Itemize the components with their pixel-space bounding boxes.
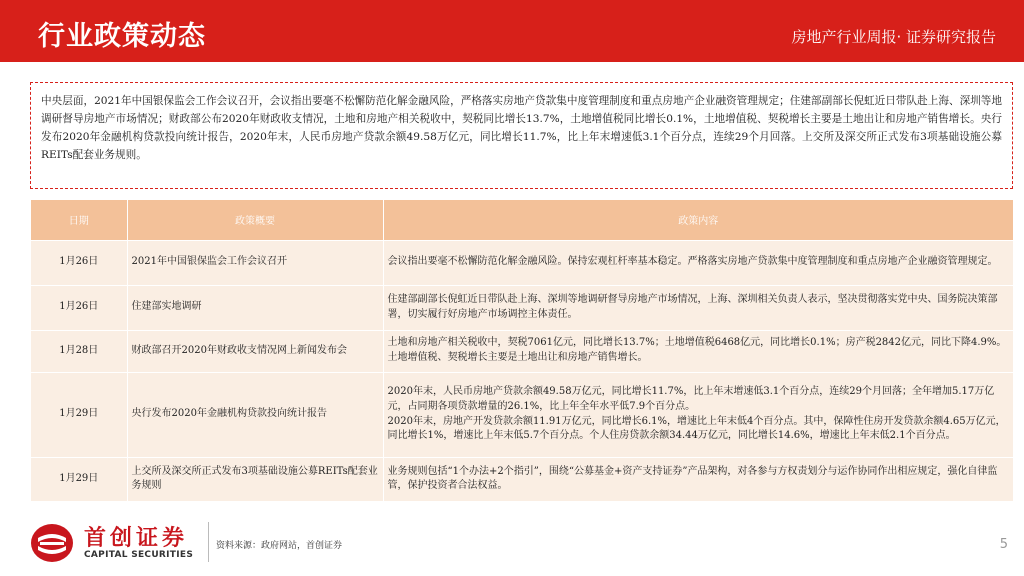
row-content xyxy=(383,372,1013,457)
row-date: 1月29日 xyxy=(31,372,127,457)
page-number: 5 xyxy=(999,537,1008,552)
row-content-paragraph: 2020年末，房地产开发贷款余额11.91万亿元，同比增长6.1%，增速比上年末低4个百分点。其中，保障性住房开发贷款余额4.65万亿元，同比增长1%，增速比上年末低5.7个百分点。个人住房贷款余额34.44万亿元，同比增长14.6%，增速比上年末低2.1个百分点。 xyxy=(387,415,1006,442)
header-date: 日期 xyxy=(31,200,127,240)
row-content: 会议指出要毫不松懈防范化解金融风险。保持宏观杠杆率基本稳定。严格落实房地产贷款集中度管理制度和重点房地产企业融资管理规定。 xyxy=(383,240,1013,285)
row-content: 住建部副部长倪虹近日带队赴上海、深圳等地调研督导房地产市场情况，上海、深圳相关负责人表示，坚决贯彻落实党中央、国务院决策部署，切实履行好房地产市场调控主体责任。 xyxy=(383,285,1013,330)
page-title: 行业政策动态 xyxy=(38,21,206,52)
row-date: 1月26日 xyxy=(31,240,127,285)
title-banner xyxy=(0,0,1024,62)
table-row xyxy=(31,457,1013,501)
row-summary: 央行发布2020年金融机构贷款投向统计报告 xyxy=(127,372,383,457)
table-row xyxy=(31,240,1013,285)
logo-name: 首创证券 xyxy=(84,526,189,551)
row-content-paragraph: 2020年末，人民币房地产贷款余额49.58万亿元，同比增长11.7%，比上年末增速低3.1个百分点，连续29个月回落；全年增加5.17万亿元，占同期各项贷款增量的26.1%，比上年全年水平低7.9个百分点。 xyxy=(387,386,995,412)
row-summary: 上交所及深交所正式发布3项基础设施公募REITs配套业务规则 xyxy=(127,457,383,501)
summary-box: 中央层面，2021年中国银保监会工作会议召开，会议指出要毫不松懈防范化解金融风险，严格落实房地产贷款集中度管理制度和重点房地产企业融资管理规定；住建部副部长倪虹近日带队赴上海、深圳等地调研督导房地产市场情况；财政部公布2020年财政收支情况，土地和房地产相关税收中，契税同比增长13.7%，土地增值税同比增长0.1%，土地增值税、契税增长主要是土地出让和房地产销售增长。央行发布2020年金融机构贷款投向统计报告，2020年末，人民币房地产贷款余额49.58万亿元，同比增长11.7%，比上年末增速低3.1个百分点，连续29个月回落。上交所及深交所正式发布3项基础设施公募REITs配套业务规则。 xyxy=(30,82,1013,189)
footer-divider xyxy=(208,522,209,562)
table-row xyxy=(31,372,1013,457)
row-date: 1月26日 xyxy=(31,285,127,330)
table-row xyxy=(31,285,1013,330)
policy-table xyxy=(31,200,1013,501)
row-content: 业务规则包括“1个办法+2个指引”，围绕“公募基金+资产支持证券”产品架构，对各参与方权责划分与运作协同作出相应规定，强化自律监管，保护投资者合法权益。 xyxy=(383,457,1013,501)
row-summary: 住建部实地调研 xyxy=(127,285,383,330)
header-content: 政策内容 xyxy=(383,200,1013,240)
logo-english-name: CAPITAL SECURITIES xyxy=(84,550,194,560)
row-summary: 财政部召开2020年财政收支情况网上新闻发布会 xyxy=(127,330,383,372)
row-content: 土地和房地产相关税收中，契税7061亿元，同比增长13.7%；土地增值税6468亿元，同比增长0.1%；房产税2842亿元，同比下降4.9%。土地增值税、契税增长主要是土地出让和房地产销售增长。 xyxy=(383,330,1013,372)
header-summary: 政策概要 xyxy=(127,200,383,240)
logo-mark-icon xyxy=(30,523,74,563)
report-subtitle: 房地产行业周报· 证券研究报告 xyxy=(791,28,996,46)
table-row xyxy=(31,330,1013,372)
data-source: 资料来源：政府网站，首创证券 xyxy=(216,541,343,551)
row-date: 1月28日 xyxy=(31,330,127,372)
table-header-row xyxy=(31,200,1013,240)
row-summary: 2021年中国银保监会工作会议召开 xyxy=(127,240,383,285)
row-date: 1月29日 xyxy=(31,457,127,501)
company-logo xyxy=(30,521,205,565)
